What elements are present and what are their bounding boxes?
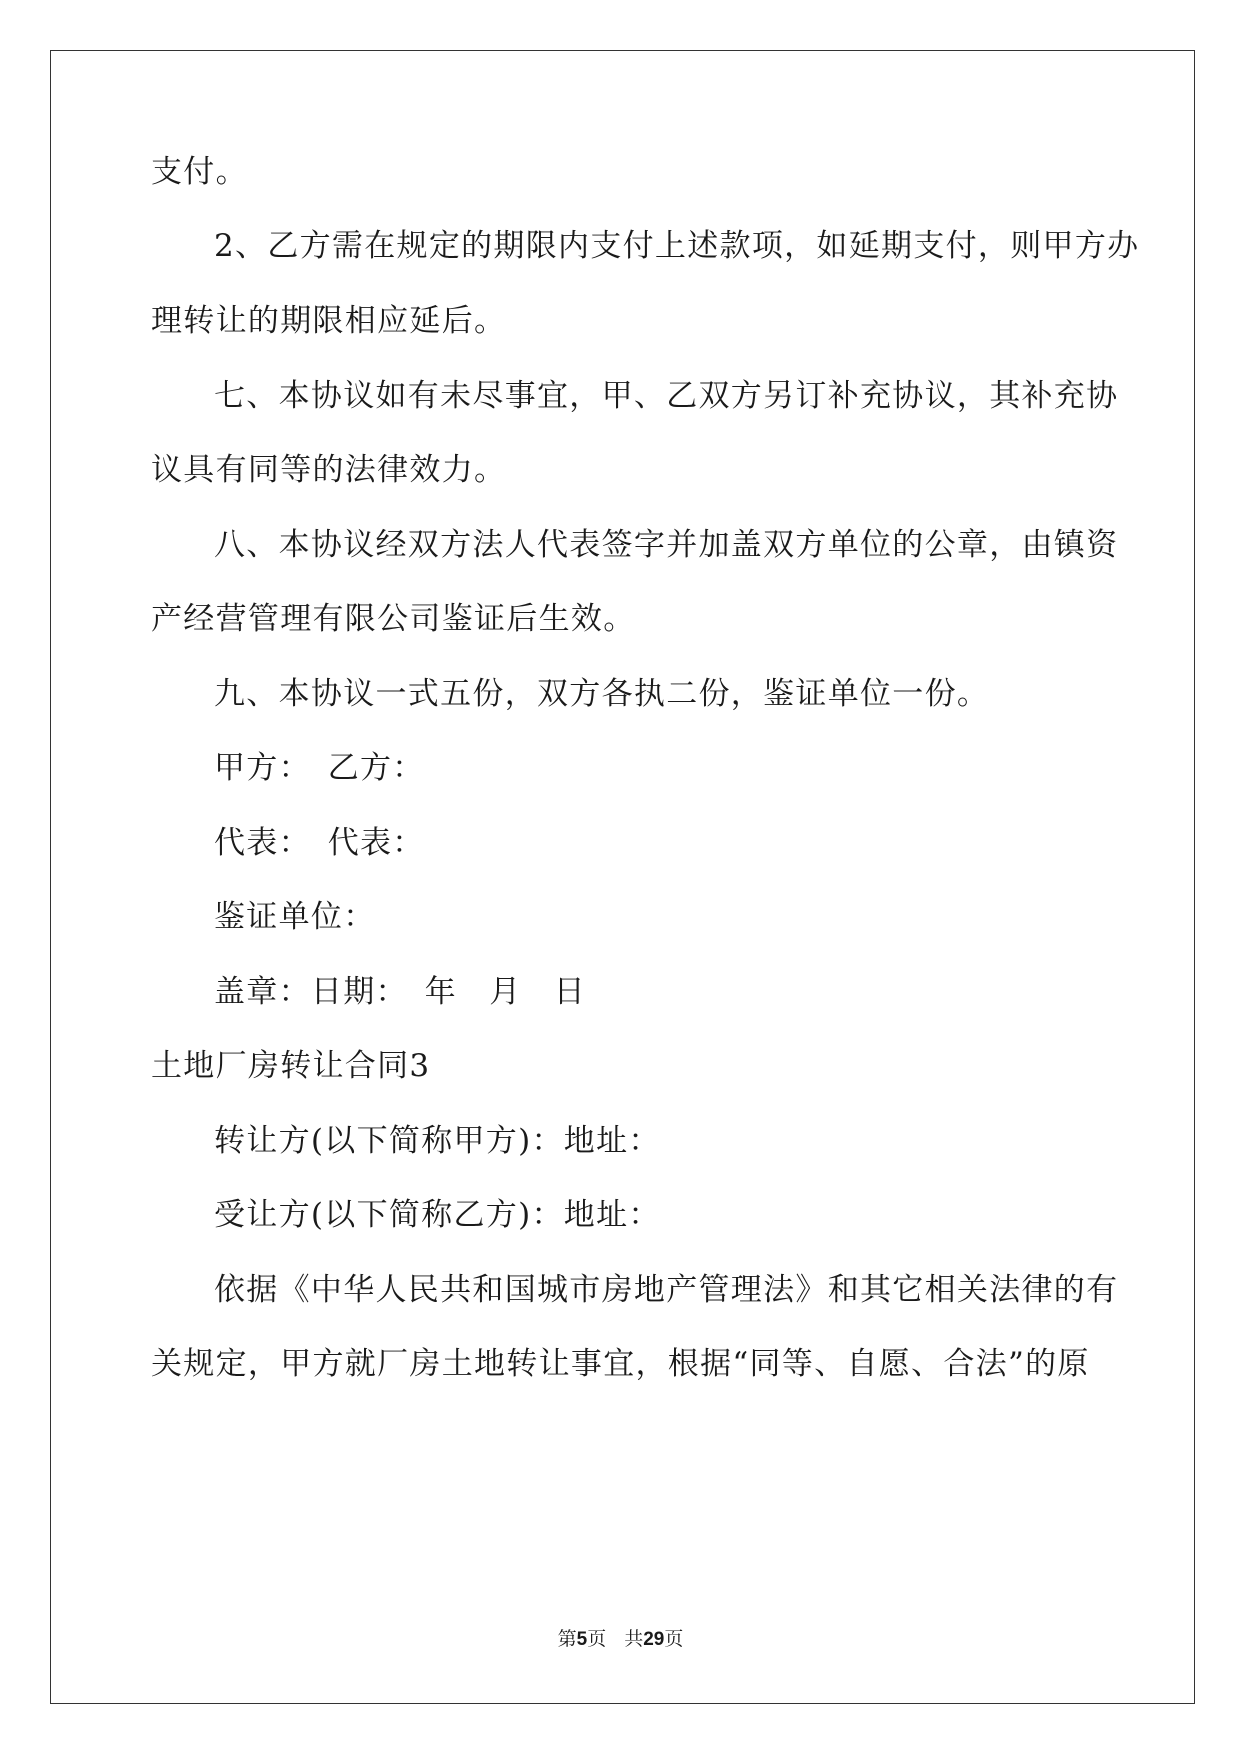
footer-total-prefix: 共 xyxy=(624,1628,644,1650)
footer-page-prefix: 第 xyxy=(557,1628,577,1650)
page-border xyxy=(50,50,1195,1704)
text-line-12: 盖章：日期： 年 月 日 xyxy=(214,974,587,1010)
text-line-10: 代表： 代表： xyxy=(214,825,425,861)
text-line-14: 转让方(以下简称甲方)：地址： xyxy=(214,1123,661,1159)
footer-total-suffix: 页 xyxy=(664,1628,684,1650)
text-line-3: 理转让的期限相应延后。 xyxy=(151,303,507,339)
text-line-16: 依据《中华人民共和国城市房地产管理法》和其它相关法律的有 xyxy=(214,1272,1119,1308)
text-line-9: 甲方： 乙方： xyxy=(214,750,425,786)
page-footer xyxy=(0,1627,1241,1652)
text-line-5: 议具有同等的法律效力。 xyxy=(151,452,507,488)
text-line-6: 八、本协议经双方法人代表签字并加盖双方单位的公章，由镇资 xyxy=(214,527,1119,563)
text-line-2: 2、乙方需在规定的期限内支付上述款项，如延期支付，则甲方办 xyxy=(214,228,1140,264)
text-line-4: 七、本协议如有未尽事宜，甲、乙双方另订补充协议，其补充协 xyxy=(214,378,1119,414)
text-line-11: 鉴证单位： xyxy=(214,899,376,935)
footer-page-number: 5 xyxy=(576,1629,588,1650)
text-line-1: 支付。 xyxy=(151,154,248,190)
text-line-17: 关规定，甲方就厂房土地转让事宜，根据“同等、自愿、合法”的原 xyxy=(151,1346,1090,1382)
section-heading: 土地厂房转让合同3 xyxy=(151,1048,431,1084)
text-line-8: 九、本协议一式五份，双方各执二份，鉴证单位一份。 xyxy=(214,676,990,712)
footer-total-pages: 29 xyxy=(643,1629,665,1650)
text-line-15: 受让方(以下简称乙方)：地址： xyxy=(214,1197,661,1233)
text-line-7: 产经营管理有限公司鉴证后生效。 xyxy=(151,601,636,637)
footer-page-suffix: 页 xyxy=(587,1628,607,1650)
